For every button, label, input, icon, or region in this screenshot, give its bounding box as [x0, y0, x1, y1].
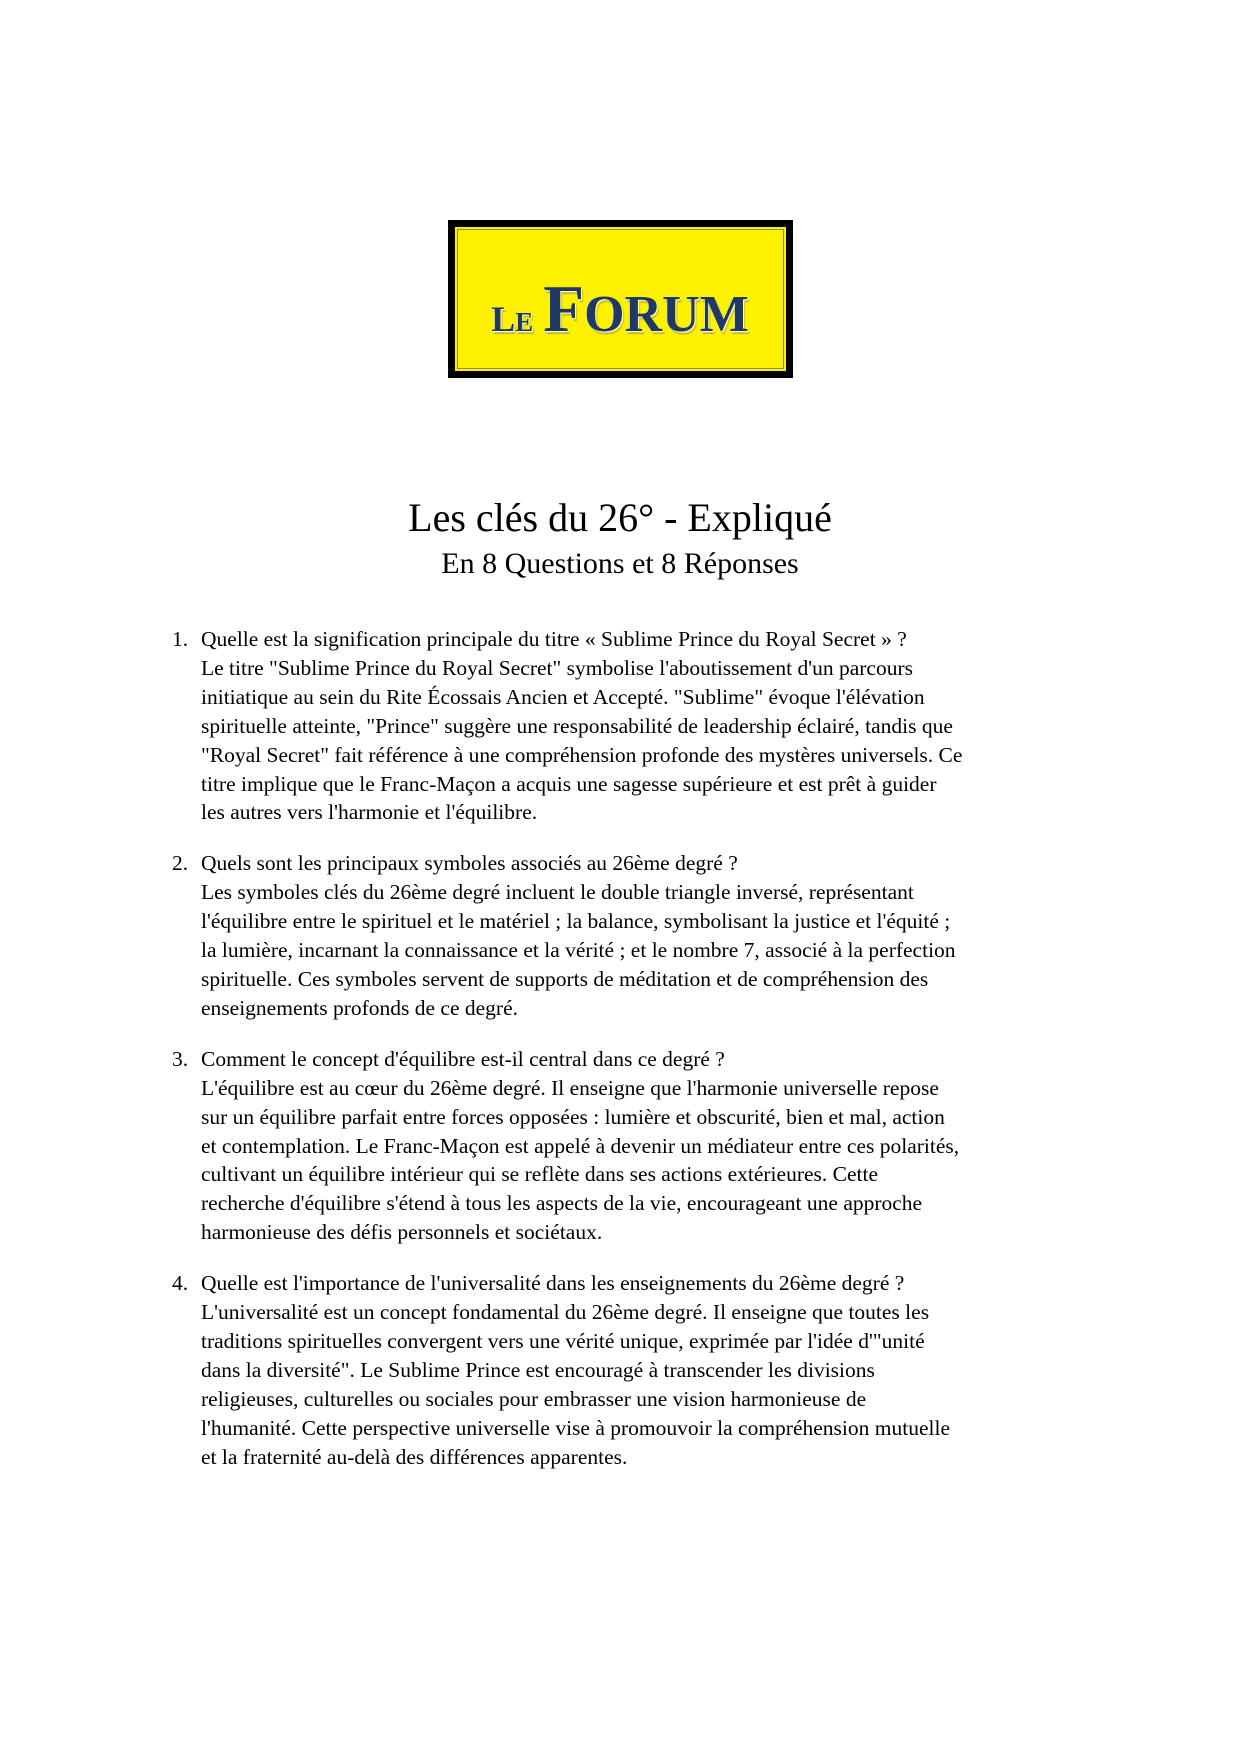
list-item-number: 1.	[172, 627, 189, 651]
logo-prefix-text: le	[491, 286, 534, 343]
answer-text: L'équilibre est au cœur du 26ème degré. Il enseigne que l'harmonie universelle repose sur un équilibre parfait entre forces opposées : lumière et obscurité, bien et mal, action et contemplation. Le Franc-Maçon est appelé à devenir un médiateur entre ces polarités, cultivant un équilibre intérieur qui se reflète dans ses actions extérieures. Cette recherche d'équilibre s'étend à tous les aspects de la vie, encourageant une approche harmonieuse des défis personnels et sociétaux.	[201, 1075, 960, 1245]
page-subtitle: En 8 Questions et 8 Réponses	[441, 547, 799, 580]
list-item-body	[201, 1269, 963, 1471]
list-item-number: 2.	[172, 851, 189, 876]
answer-text: Les symboles clés du 26ème degré incluent le double triangle inversé, représentant l'équilibre entre le spirituel et le matériel ; la balance, symbolisant la justice et l'équité ; la lumière, incarnant la connaissance et la vérité ; et le nombre 7, associé à la perfection spirituelle. Ces symboles servent de supports de méditation et de compréhension des enseignements profonds de ce degré.	[201, 880, 956, 1020]
list-item-body	[201, 1045, 963, 1247]
list-item-body	[201, 849, 963, 1022]
forum-logo	[0, 220, 1240, 378]
logo-text	[491, 245, 749, 352]
list-item	[163, 1045, 963, 1247]
list-item	[163, 849, 963, 1022]
list-item	[163, 1269, 963, 1471]
logo-word-text: forum	[543, 245, 749, 352]
question-text: Quelle est la signification principale du titre « Sublime Prince du Royal Secret » ?	[201, 627, 907, 651]
qa-list	[163, 625, 963, 1493]
list-item-number: 4.	[172, 1271, 189, 1296]
question-text: Comment le concept d'équilibre est-il central dans ce degré ?	[201, 1046, 725, 1071]
page-title: Les clés du 26° - Expliqué	[408, 495, 832, 540]
question-text: Quelle est l'importance de l'universalité dans les enseignements du 26ème degré ?	[201, 1271, 905, 1296]
answer-text: L'universalité est un concept fondamental du 26ème degré. Il enseigne que toutes les traditions spirituelles convergent vers une vérité unique, exprimée par l'idée d'"unité dans la diversité". Le Sublime Prince est encouragé à transcender les divisions religieuses, culturelles ou sociales pour embrasser une vision harmonieuse de l'humanité. Cette perspective universelle vise à promouvoir la compréhension mutuelle et la fraternité au-delà des différences apparentes.	[201, 1300, 950, 1469]
answer-text: Le titre "Sublime Prince du Royal Secret" symbolise l'aboutissement d'un parcours initiatique au sein du Rite Écossais Ancien et Accepté. "Sublime" évoque l'élévation spirituelle atteinte, "Prince" suggère une responsabilité de leadership éclairé, tandis que "Royal Secret" fait référence à une compréhension profonde des mystères universels. Ce titre implique que le Franc-Maçon a acquis une sagesse supérieure et est prêt à guider les autres vers l'harmonie et l'équilibre.	[201, 655, 963, 825]
list-item-number: 3.	[172, 1046, 189, 1071]
list-item	[163, 625, 963, 827]
logo-banner-box	[448, 220, 793, 378]
question-text: Quels sont les principaux symboles associés au 26ème degré ?	[201, 851, 738, 876]
list-item-body	[201, 625, 963, 827]
